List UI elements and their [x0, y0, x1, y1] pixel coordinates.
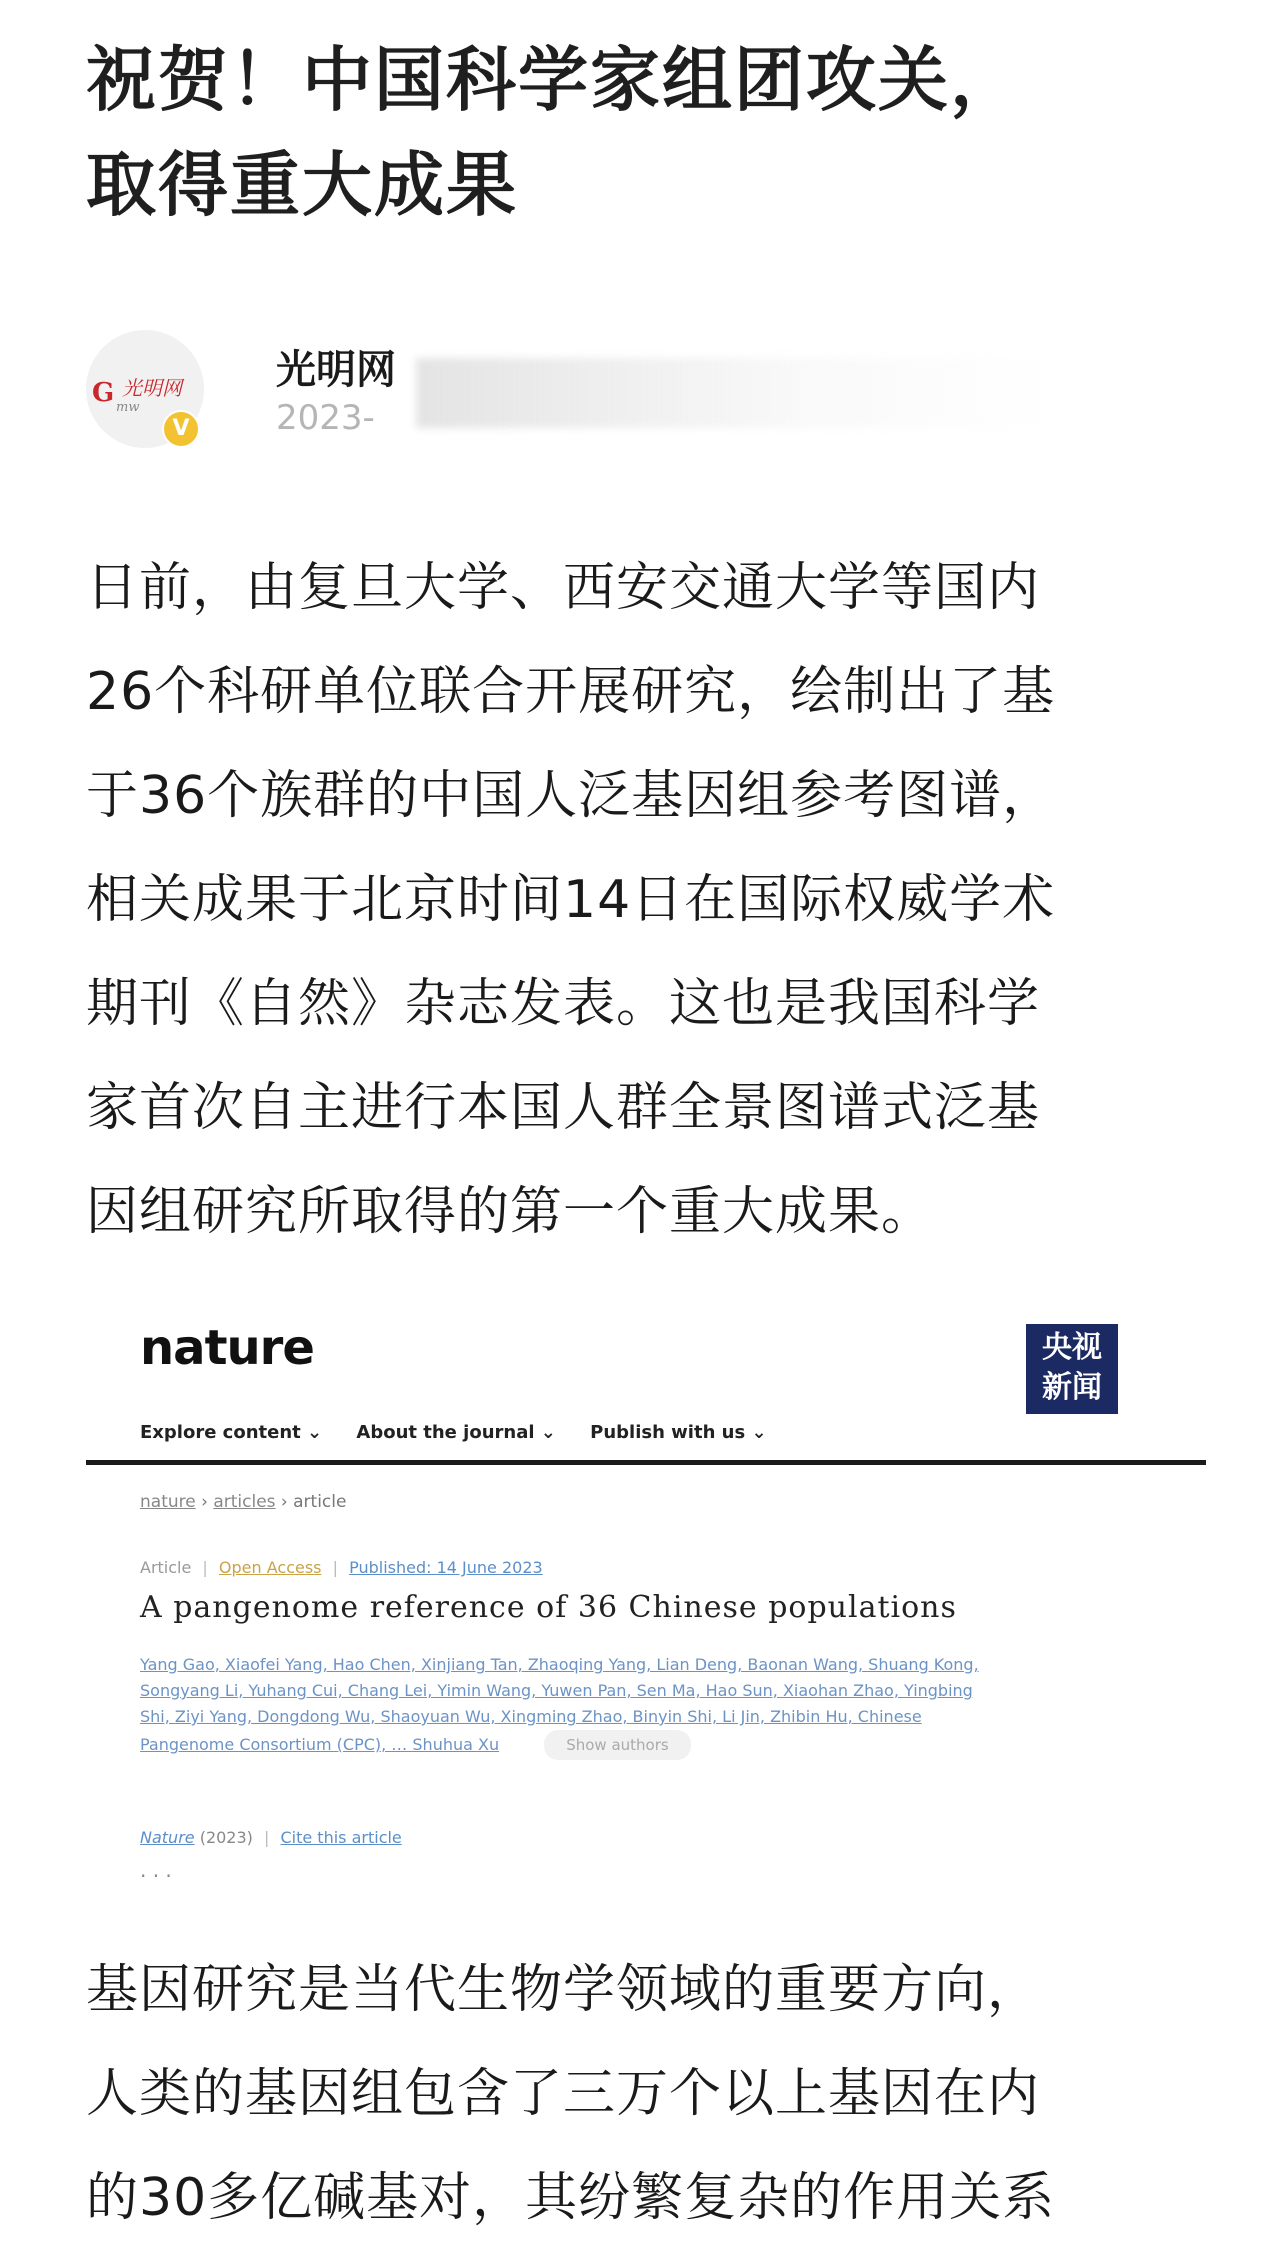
article-type: Article	[140, 1558, 192, 1577]
paragraph-1	[86, 536, 1211, 1264]
author-row[interactable]	[86, 320, 1186, 460]
publish-date: 2023-	[276, 398, 375, 438]
article-meta	[140, 1558, 543, 1577]
avatar-logo-text: 光明网	[122, 376, 182, 400]
nav-divider	[86, 1460, 1206, 1465]
crumb-articles: articles	[213, 1492, 276, 1512]
author-line: Shi, Ziyi Yang, Dongdong Wu, Shaoyuan Wu, Xingming Zhao, Binyin Shi, Li Jin, Zhibin Hu, Chinese	[140, 1707, 922, 1726]
paragraph-line: 26个科研单位联合开展研究，绘制出了基	[86, 662, 1056, 722]
avatar-logo-sub: mw	[116, 400, 140, 415]
paragraph-line: 人类的基因组包含了三万个以上基因在内	[86, 2064, 1041, 2124]
title-line-1: 祝贺！中国科学家组团攻关，	[86, 39, 1022, 121]
journal-year: (2023)	[199, 1828, 253, 1847]
journal-name: Nature	[140, 1828, 195, 1847]
published-date: Published: 14 June 2023	[349, 1558, 543, 1577]
avatar[interactable]	[86, 330, 204, 448]
paragraph-line: 家首次自主进行本国人群全景图谱式泛基	[86, 1078, 1041, 1138]
paragraph-line: 因组研究所取得的第一个重大成果。	[86, 1182, 935, 1242]
paragraph-2	[86, 1938, 1211, 2250]
cite-link: Cite this article	[280, 1828, 402, 1847]
nature-logo: nature	[140, 1320, 314, 1376]
author-line: Pangenome Consortium (CPC), … Shuhua Xu	[140, 1735, 500, 1754]
author-list	[140, 1652, 1080, 1760]
meta-separator: |	[264, 1828, 270, 1847]
citation-row	[140, 1828, 402, 1847]
nature-screenshot-image[interactable]	[86, 1290, 1206, 1900]
open-access-label: Open Access	[218, 1558, 322, 1577]
nav-explore-content: Explore content ⌄	[140, 1422, 323, 1443]
paragraph-line: 基因研究是当代生物学领域的重要方向，	[86, 1960, 1041, 2020]
paragraph-line: 期刊《自然》杂志发表。这也是我国科学	[86, 974, 1041, 1034]
cctv-news-watermark: 央视 新闻	[1026, 1324, 1118, 1414]
paragraph-line: 日前，由复旦大学、西安交通大学等国内	[86, 558, 1041, 618]
nature-article-title: A pangenome reference of 36 Chinese populations	[140, 1590, 957, 1625]
guangming-logo-icon: G	[92, 378, 115, 408]
nature-nav	[140, 1422, 795, 1443]
more-dots-icon: · · ·	[140, 1864, 172, 1888]
author-line: Yang Gao, Xiaofei Yang, Hao Chen, Xinjiang Tan, Zhaoqing Yang, Lian Deng, Baonan Wang, Shuang Kong,	[140, 1655, 979, 1674]
paragraph-line: 的30多亿碱基对，其纷繁复杂的作用关系	[86, 2168, 1056, 2228]
verified-badge-icon: V	[162, 410, 200, 448]
breadcrumb	[140, 1492, 346, 1512]
blurred-region	[416, 358, 1056, 428]
author-line: Songyang Li, Yuhang Cui, Chang Lei, Yimin Wang, Yuwen Pan, Sen Ma, Hao Sun, Xiaohan Zhao, Yingbing	[140, 1681, 973, 1700]
nav-publish: Publish with us ⌄	[590, 1422, 767, 1443]
meta-separator: |	[202, 1558, 208, 1577]
chevron-right-icon: ›	[201, 1492, 214, 1512]
article-title	[86, 28, 1206, 238]
chevron-right-icon: ›	[280, 1492, 294, 1512]
show-authors-button: Show authors	[544, 1730, 691, 1760]
paragraph-line: 于36个族群的中国人泛基因组参考图谱，	[86, 766, 1056, 826]
title-line-2: 取得重大成果	[86, 144, 518, 226]
meta-separator: |	[332, 1558, 338, 1577]
paragraph-line: 相关成果于北京时间14日在国际权威学术	[86, 870, 1056, 930]
crumb-nature: nature	[140, 1492, 196, 1512]
author-name[interactable]: 光明网	[276, 347, 396, 393]
crumb-article: article	[293, 1492, 347, 1512]
author-line-last	[140, 1730, 1080, 1760]
nav-about-journal: About the journal ⌄	[356, 1422, 556, 1443]
